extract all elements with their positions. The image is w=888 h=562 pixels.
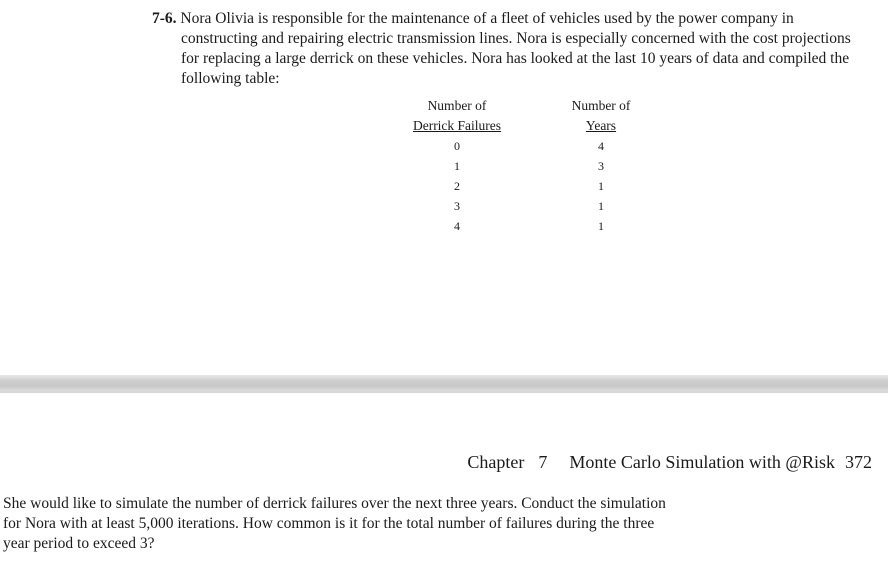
column-header-line2: Years <box>585 118 617 133</box>
column-header-line1: Number of <box>427 98 487 113</box>
column-header-line1: Number of <box>571 98 631 113</box>
column-years <box>572 96 631 236</box>
problem-text: Nora Olivia is responsible for the maintenance of a fleet of vehicles used by the power company in constructing and repairing electric transmission lines. Nora is especially concerned with the cost projections for replacing a large derrick on these vehicles. Nora has looked at the last 10 years of data and compiled the following table: <box>180 10 851 87</box>
table-cell: 2 <box>454 179 460 193</box>
chapter-word: Chapter <box>467 452 525 472</box>
table-cell: 4 <box>597 139 604 153</box>
table-cell: 1 <box>597 219 604 233</box>
problem-paragraph <box>152 9 862 89</box>
problem-number: 7-6. <box>152 10 177 27</box>
table-cell: 1 <box>454 159 460 173</box>
table-cell: 3 <box>454 199 460 213</box>
table-cell: 1 <box>597 179 604 193</box>
page-break-divider <box>0 375 888 393</box>
problem-statement <box>152 9 862 89</box>
chapter-number: 7 <box>538 452 548 472</box>
chapter-title: Monte Carlo Simulation with @Risk <box>569 452 835 472</box>
table-cell: 4 <box>454 219 460 233</box>
column-derrick-failures <box>413 96 501 236</box>
running-header <box>467 451 872 473</box>
table-cell: 1 <box>597 199 604 213</box>
table-cell: 3 <box>597 159 604 173</box>
continuation-paragraph: She would like to simulate the number of derrick failures over the next three years. Conduct the simulation for Nora with at least 5,000 iterations. How common is it for the total number of failures during the three year period to exceed 3? <box>3 495 666 552</box>
page-number: 372 <box>845 452 872 472</box>
column-header-line2: Derrick Failures <box>412 118 502 133</box>
table-cell: 0 <box>454 139 460 153</box>
